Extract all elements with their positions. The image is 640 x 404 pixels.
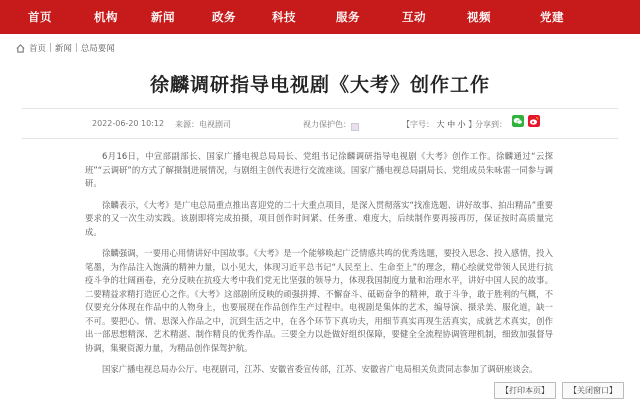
breadcrumb-home[interactable]: 首页 — [29, 44, 47, 54]
article-paragraph: 徐麟强调，一要用心用情讲好中国故事。《大考》是一个能够唤起广泛情感共鸣的优秀选题，要投入思念、投入感情，投入笔墨，为作品注入饱满的精神力量，以小见大，体现习近平总书记“人民至上、生命至上”的理念，精心绘就党带领人民进行抗疫斗争的壮阔画卷，充分反映在抗疫大考中我们党无比坚强的领导力，体现我国制度力量和治理水平，讲好中国人民的故事。二要精益求精打造匠心之作。《大考》这部剧所反映的顽强拼搏、不懈奋斗、砥砺奋争的精神，敢于斗争，敢于胜利的气概，不仅要充分体现在作品中的人物身上，也要展现在作品创作生产过程中。电视剧是集体的艺术，编导演、摄录美、服化道，缺一不可。要把心、情、思深入作品之中，沉到生活之中，在各个环节下真功夫，用细节真实再现生活真实，成就艺术真实，创作出一部思想精深、艺术精湛、制作精良的优秀作品。三要全力以赴做好组织保障，要健全全流程协调管理机制，细致加强督导协调，集聚资源力量，为精品创作保驾护航。 — [85, 248, 553, 353]
nav-item-institutions[interactable]: 机构 — [94, 10, 118, 24]
font-small-button[interactable]: 小 — [457, 120, 466, 129]
source-label: 来源： — [175, 120, 199, 129]
article-title: 徐麟调研指导电视剧《大考》创作工作 — [149, 74, 490, 96]
breadcrumb — [16, 42, 115, 54]
article-meta — [0, 115, 640, 133]
weibo-icon — [528, 115, 540, 127]
nav-item-party[interactable]: 党建 — [540, 10, 564, 24]
nav-item-government[interactable]: 政务 — [212, 10, 236, 24]
share-label: 分享到： — [475, 120, 507, 129]
nav-item-services[interactable]: 服务 — [336, 10, 360, 24]
close-window-button[interactable]: 【关闭窗口】 — [562, 382, 624, 399]
font-size-label: 【字号： — [402, 120, 434, 129]
breadcrumb-news[interactable]: 新闻 — [54, 44, 72, 54]
breadcrumb-separator: | — [74, 43, 78, 53]
eye-color-swatch[interactable] — [351, 123, 359, 131]
wechat-icon — [512, 115, 524, 127]
print-button[interactable]: 【打印本页】 — [494, 382, 556, 399]
weibo-share[interactable] — [528, 115, 540, 127]
article-body — [85, 150, 553, 385]
nav-item-technology[interactable]: 科技 — [272, 10, 296, 24]
article-source — [175, 119, 231, 130]
breadcrumb-separator: | — [49, 43, 52, 53]
article-paragraph: 国家广播电视总局办公厅、电视剧司，江苏、安徽省委宣传部，江苏、安徽省广电局相关负责同志参加了调研座谈会。 — [102, 364, 538, 374]
home-icon — [16, 44, 25, 53]
divider — [22, 108, 618, 109]
nav-item-home[interactable]: 首页 — [28, 10, 52, 24]
source-value: 电视剧司 — [199, 120, 231, 129]
nav-item-interaction[interactable]: 互动 — [402, 10, 426, 24]
nav-item-video[interactable]: 视频 — [467, 10, 491, 24]
article-date: 2022-06-20 10:12 — [92, 119, 165, 128]
font-large-button[interactable]: 大 — [436, 120, 445, 129]
article-paragraph: 6月16日，中宣部副部长、国家广播电视总局局长、党组书记徐麟调研指导电视剧《大考》创作工作。徐麟通过“云探班”“云调研”的方式了解摄制进展情况，与剧组主创代表进行交流座谈。国家广播电视总局副局长、党组成员朱咏雷一同参与调研。 — [85, 151, 553, 188]
font-size-end: 】 — [468, 120, 477, 129]
eye-protection-label: 视力保护色： — [303, 120, 351, 129]
font-size-control — [402, 119, 476, 130]
breadcrumb-section[interactable]: 总局要闻 — [80, 44, 115, 54]
font-medium-button[interactable]: 中 — [447, 120, 456, 129]
wechat-share[interactable] — [512, 115, 524, 127]
nav-item-news[interactable]: 新闻 — [151, 10, 175, 24]
divider — [22, 138, 618, 139]
article-actions — [494, 382, 624, 399]
top-nav-bar — [0, 0, 640, 34]
article-paragraph: 徐麟表示，《大考》是广电总局重点推出喜迎党的二十大重点项目，是深入贯彻落实“找准选题、讲好故事、拍出精品”重要要求的又一次生动实践。该剧即将完成拍摄，项目创作时间紧、任务重、难度大，后续制作要再接再厉，保证按时高质量完成。 — [85, 199, 553, 237]
